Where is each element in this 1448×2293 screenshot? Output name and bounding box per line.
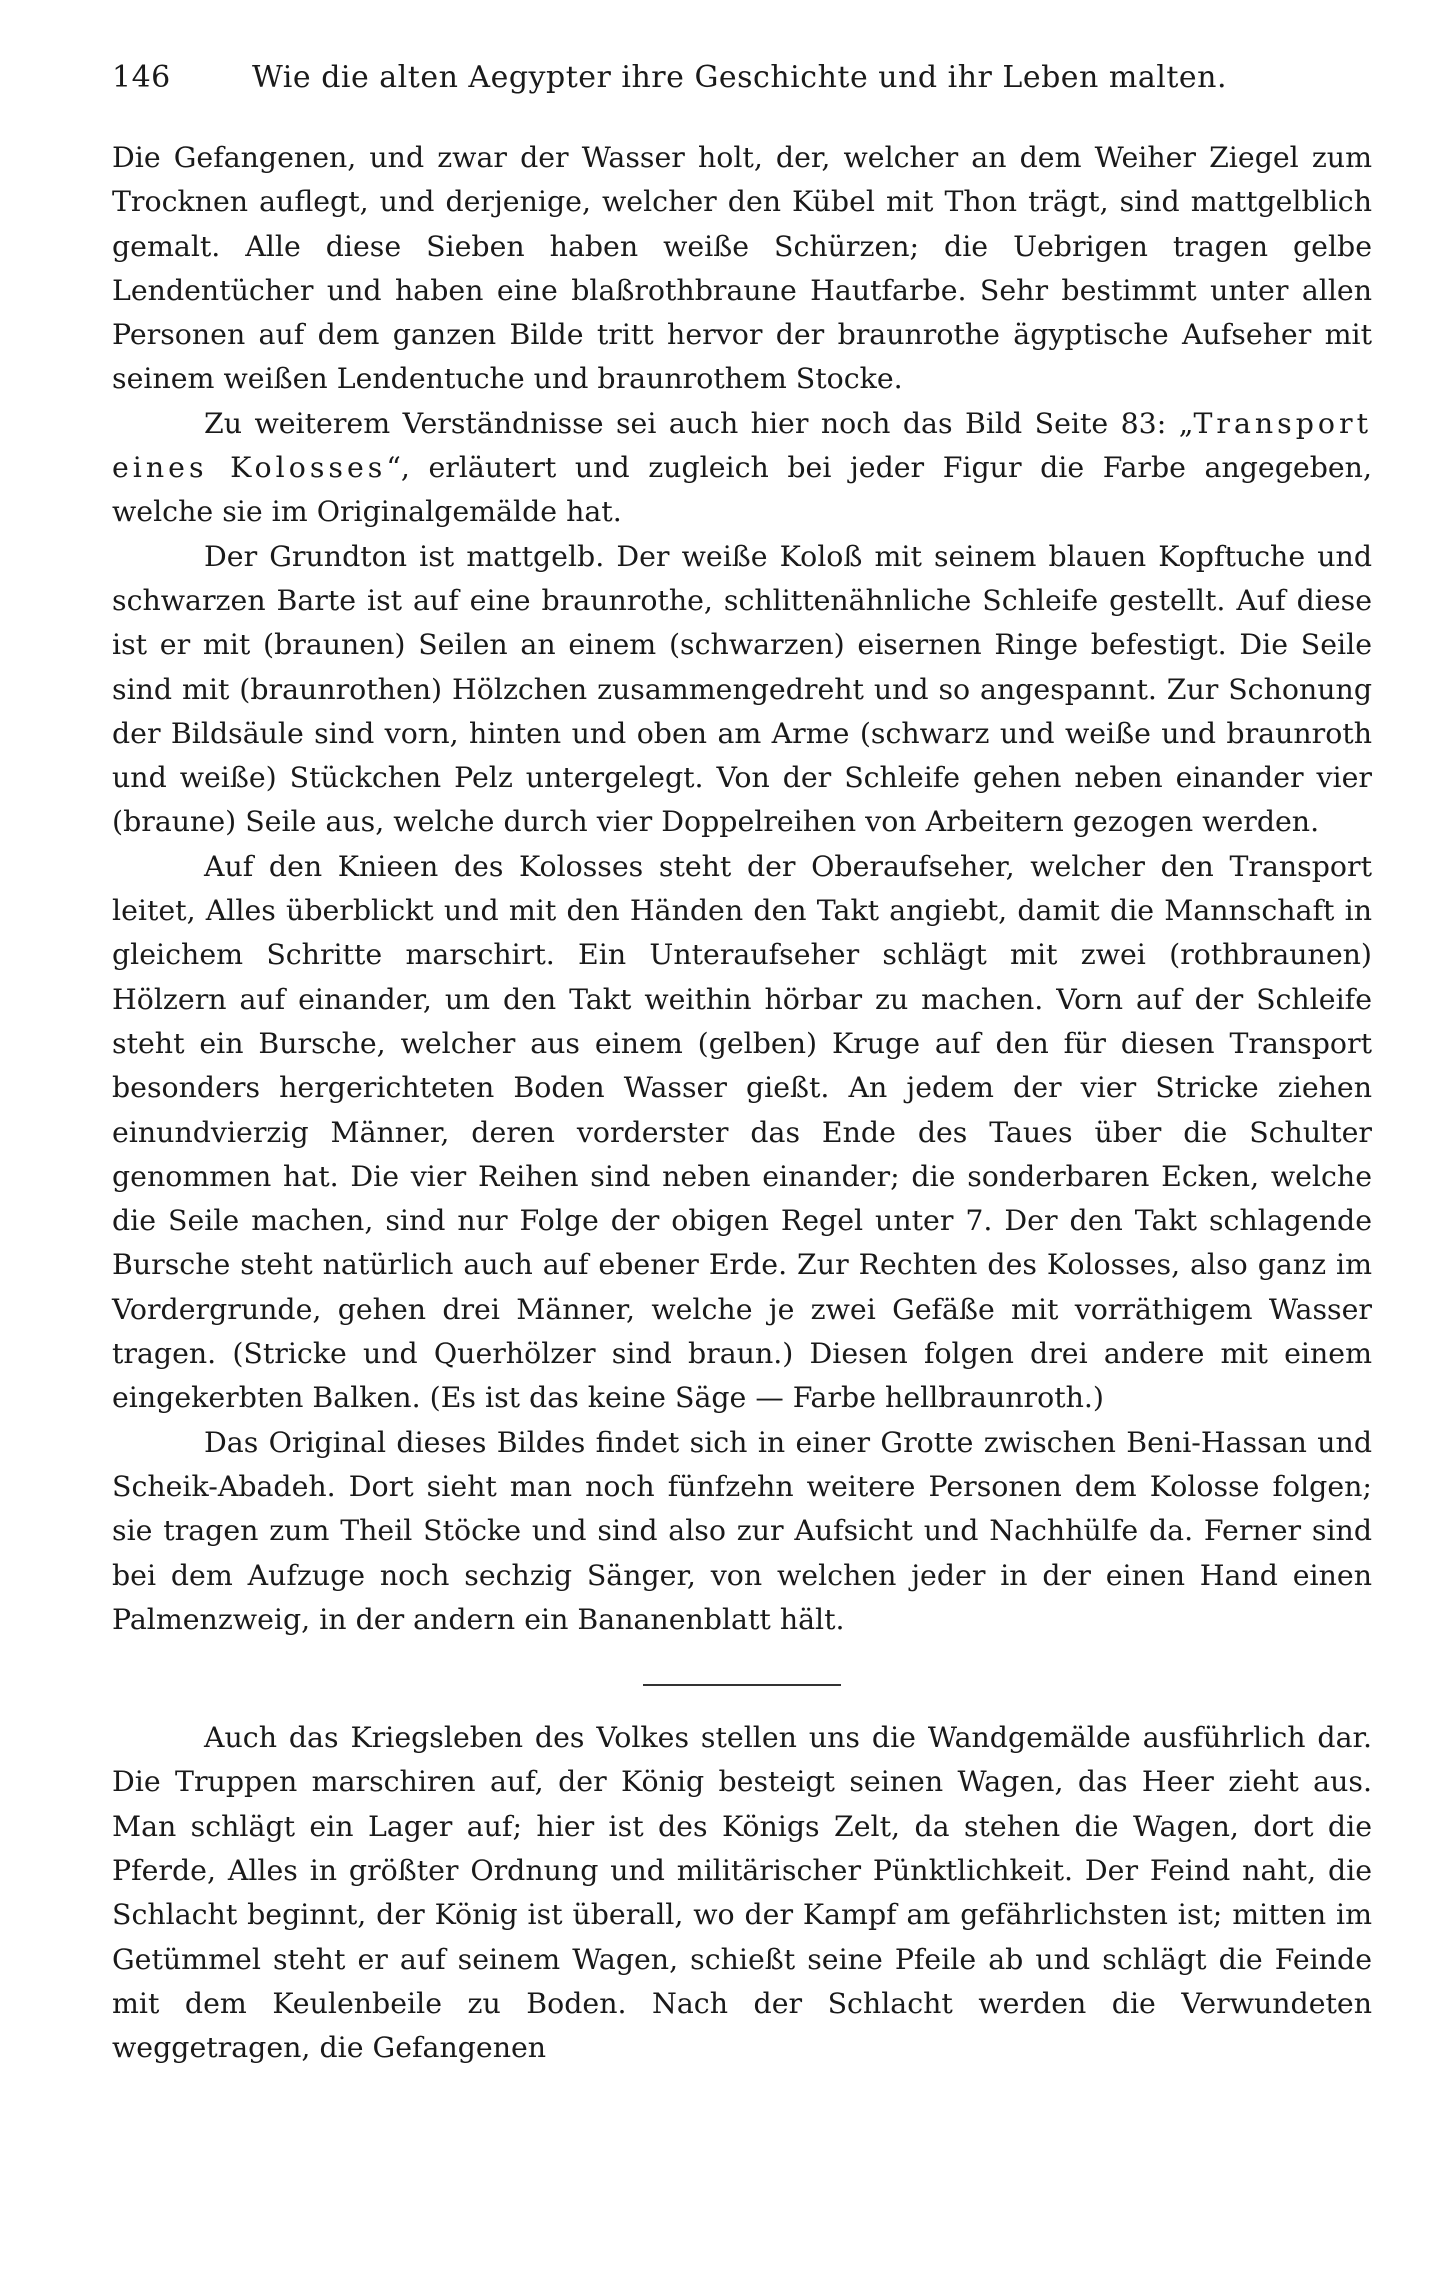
paragraph [112,402,1372,535]
main-text [112,136,1372,2070]
emphasized-title: Transport eines Kolosses [112,406,1372,485]
text-run: Zu weiterem Verständnisse sei auch hier noch das Bild Seite 83: „ [204,406,1194,440]
book-page [112,60,1372,2070]
text-run: “, erläutert und zugleich bei jeder Figur die Farbe angegeben, welche sie im Originalgemälde hat. [112,451,1372,529]
section-divider [643,1684,841,1686]
paragraph: Auf den Knieen des Kolosses steht der Oberaufseher, welcher den Transport leitet, Alles überblickt und mit den Händen den Takt angiebt, damit die Mannschaft in gleichem Schritte marschirt. Ein Unteraufseher schlägt mit zwei (rothbraunen) Hölzern auf einander, um den Takt weithin hörbar zu machen. Vorn auf der Schleife steht ein Bursche, welcher aus einem (gelben) Kruge auf den für diesen Transport besonders hergerichteten Boden Wasser gießt. An jedem der vier Stricke ziehen einundvierzig Männer, deren vorderster das Ende des Taues über die Schulter genommen hat. Die vier Reihen sind neben einander; die sonderbaren Ecken, welche die Seile machen, sind nur Folge der obigen Regel unter 7. Der den Takt schlagende Bursche steht natürlich auch auf ebener Erde. Zur Rechten des Kolosses, also ganz im Vordergrunde, gehen drei Männer, welche je zwei Gefäße mit vorräthigem Wasser tragen. (Stricke und Querhölzer sind braun.) Diesen folgen drei andere mit einem eingekerbten Balken. (Es ist das keine Säge — Farbe hellbraunroth.) [112,849,1372,1415]
paragraph: Auch das Kriegsleben des Volkes stellen uns die Wandgemälde ausführlich dar. Die Truppen marschiren auf, der König besteigt seinen Wagen, das Heer zieht aus. Man schlägt ein Lager auf; hier ist des Königs Zelt, da stehen die Wagen, dort die Pferde, Alles in größter Ordnung und militärischer Pünktlichkeit. Der Feind naht, die Schlacht beginnt, der König ist überall, wo der Kampf am gefährlichsten ist; mitten im Getümmel steht er auf seinem Wagen, schießt seine Pfeile ab und schlägt die Feinde mit dem Keulenbeile zu Boden. Nach der Schlacht werden die Verwundeten weggetragen, die Gefangenen [112,1721,1372,2065]
paragraph: Der Grundton ist mattgelb. Der weiße Koloß mit seinem blauen Kopftuche und schwarzen Barte ist auf eine braunrothe, schlittenähnliche Schleife gestellt. Auf diese ist er mit (braunen) Seilen an einem (schwarzen) eisernen Ringe befestigt. Die Seile sind mit (braunrothen) Hölzchen zusammengedreht und so angespannt. Zur Schonung der Bildsäule sind vorn, hinten und oben am Arme (schwarz und weiße und braunroth und weiße) Stückchen Pelz untergelegt. Von der Schleife gehen neben einander vier (braune) Seile aus, welche durch vier Doppelreihen von Arbeitern gezogen werden. [112,539,1372,839]
paragraph: Das Original dieses Bildes findet sich in einer Grotte zwischen Beni-Hassan und Scheik-Abadeh. Dort sieht man noch fünfzehn weitere Personen dem Kolosse folgen; sie tragen zum Theil Stöcke und sind also zur Aufsicht und Nachhülfe da. Ferner sind bei dem Aufzuge noch sechzig Sänger, von welchen jeder in der einen Hand einen Palmenzweig, in der andern ein Bananenblatt hält. [112,1425,1372,1636]
paragraph: Die Gefangenen, und zwar der Wasser holt, der, welcher an dem Weiher Ziegel zum Trocknen auflegt, und derjenige, welcher den Kübel mit Thon trägt, sind mattgelblich gemalt. Alle diese Sieben haben weiße Schürzen; die Uebrigen tragen gelbe Lendentücher und haben eine blaßrothbraune Hautfarbe. Sehr bestimmt unter allen Personen auf dem ganzen Bilde tritt hervor der braunrothe ägyptische Aufseher mit seinem weißen Lendentuche und braunrothem Stocke. [112,141,1372,396]
page-number: 146 [112,60,171,95]
running-title: Wie die alten Aegypter ihre Geschichte und ihr Leben malten. [252,60,1227,95]
running-head [112,60,1372,114]
